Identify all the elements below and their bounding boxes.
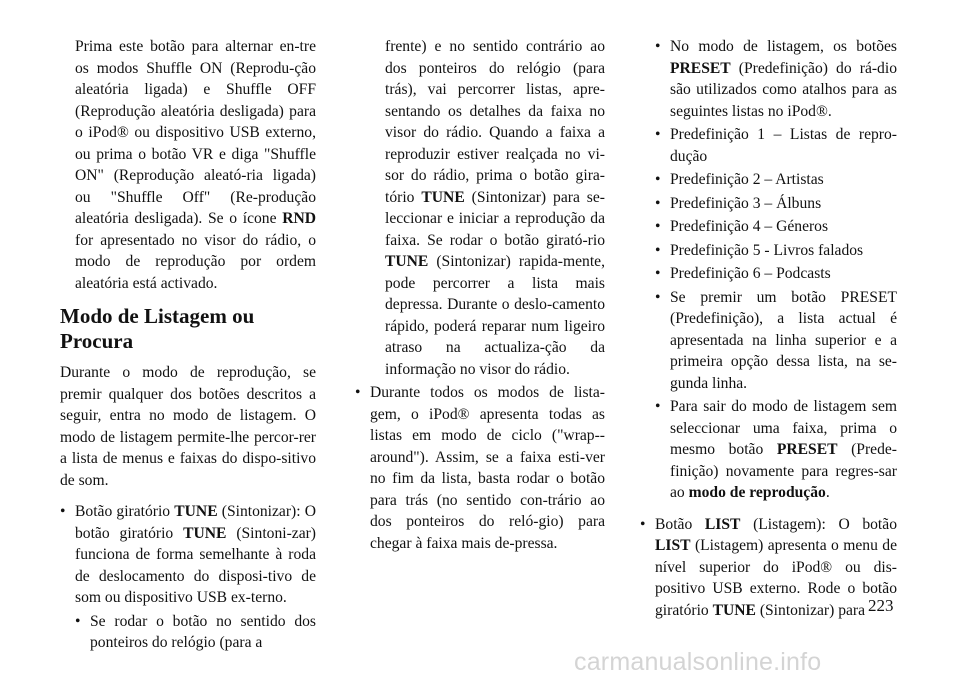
wrap-around-bullet: • Durante todos os modos de lista-gem, o iPod® apresenta todas as listas em modo de ciclo ("wrap--around"). Assim, se a faixa esti-ver no fim da lista, basta rodar o botão para trás (no sentido con-trário ao dos ponteiros do reló-gio) para chegar à faixa mais de-pressa. [355,384,605,552]
preset-item: • Predefinição 2 – Artistas [655,171,824,188]
tune-bullet: • Botão giratório TUNE (Sintonizar): O botão giratório TUNE (Sintoni-zar) funciona de forma semelhante à roda de deslocamento do disposi-tivo de som ou dispositivo USB ex-terno. [60,503,316,606]
column-3 [640,36,897,621]
preset-item: • Predefinição 3 – Álbuns [655,194,822,212]
watermark: carmanualsonline.info [574,648,822,676]
preset-item: • Predefinição 1 – Listas de repro-dução [655,126,897,165]
shuffle-paragraph: Prima este botão para alternar en-tre os modos Shuffle ON (Reprodu-ção aleatória ligada) e Shuffle OFF (Reprodução aleatória desligada) para o iPod® ou dispositivo USB externo, ou prima o botão VR e diga "Shuffle ON" (Reprodução aleató-ria ligada) ou "Shuffle Off" (Re-produção aleatória desligada). Se o ícone RND for apresentado no visor do rádio, o modo de reprodução por ordem aleatória está activado. [75,38,316,292]
column-1 [60,36,316,654]
rotate-sub-bullet: • Se rodar o botão no sentido dos ponteiros do relógio (para a [75,612,316,651]
list-button-bullet: • Botão LIST (Listagem): O botão LIST (Listagem) apresenta o menu de nível superior do iPod® ou dis-positivo USB externo. Rode o botão giratório TUNE (Sintonizar) para [640,515,897,619]
preset-item: • Predefinição 6 – Podcasts [655,265,831,282]
preset-item: • Se premir um botão PRESET (Predefinição), a lista actual é apresentada na linha superior e a primeira opção dessa lista, na se-gunda linha. [655,288,897,392]
preset-item: • Predefinição 4 – Géneros [655,218,829,235]
rotate-continuation: frente) e no sentido contrário ao dos ponteiros do relógio (para trás), vai percorrer listas, apre-sentando os detalhes da faixa no visor do rádio. Quando a faixa a reproduzir estiver realçada no vi-sor do rádio, prima o botão gira-tório TUNE (Sintonizar) para se-leccionar e iniciar a reprodução da faixa. Se rodar o botão girató-rio TUNE (Sintonizar) rapida-mente, pode percorrer a lista mais depressa. Durante o deslo-camento rápido, poderá reparar num ligeiro atraso na actualiza-ção da informação no visor do rádio. [385,38,605,378]
preset-intro-bullet: • No modo de listagem, os botões PRESET (Predefinição) do rá-dio são utilizados como atalhos para as seguintes listas no iPod®. [655,38,897,120]
section-heading: Modo de Listagem ou Procura [60,304,255,353]
page-number: 223 [868,596,894,615]
preset-item: • Predefinição 5 - Livros falados [655,241,864,259]
list-mode-paragraph: Durante o modo de reprodução, se premir qualquer dos botões descritos a seguir, entra no modo de listagem. O modo de listagem permite-lhe percor-rer a lista de menus e faixas do dispo-sitivo de som. [60,364,316,489]
column-2 [355,36,605,554]
exit-list-bullet: • Para sair do modo de listagem sem seleccionar uma faixa, prima o mesmo botão PRESET (Prede-finição) novamente para regres-sar ao modo de reprodução. [655,398,897,501]
